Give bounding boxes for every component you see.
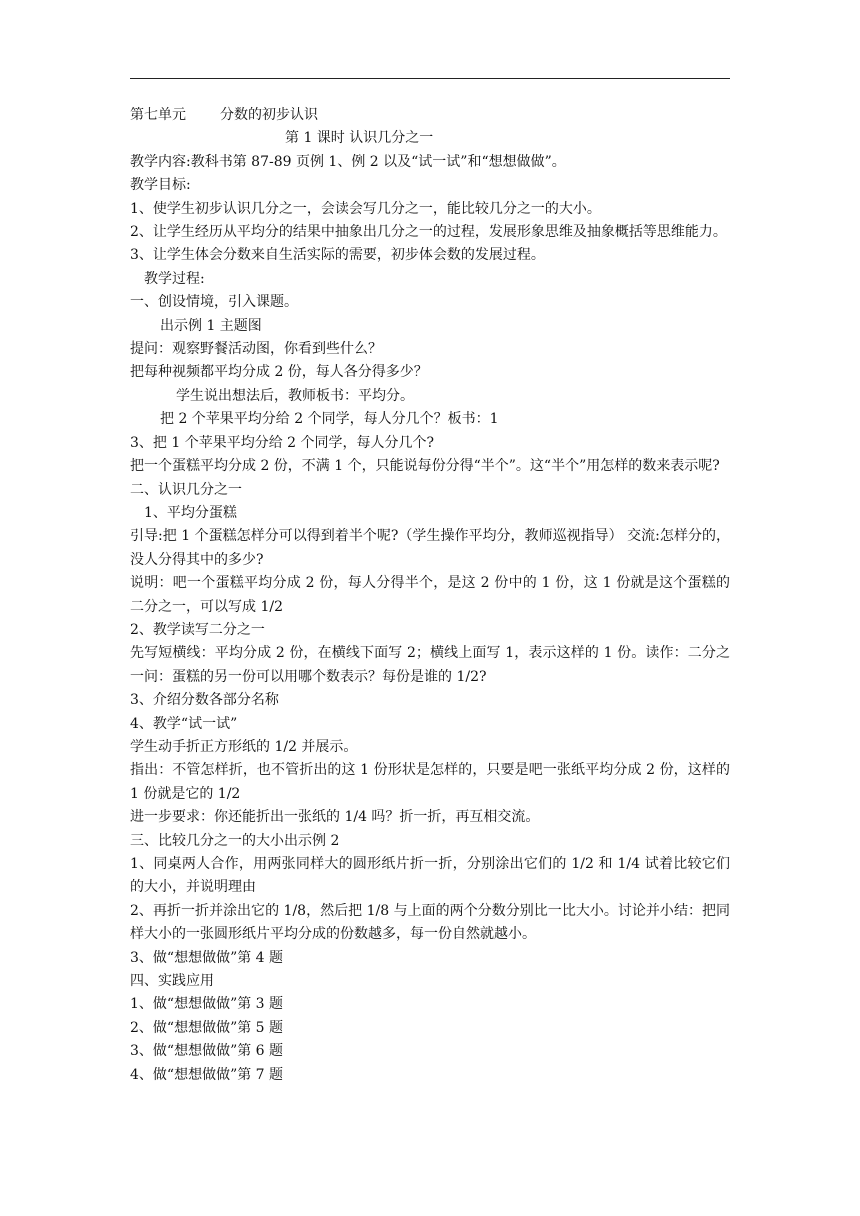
cake-divide-heading: 1、平均分蛋糕 [144, 504, 237, 521]
objectives-heading: 教学目标: [130, 177, 191, 194]
read-write-heading: 2、教学读写二分之一 [130, 621, 265, 638]
compare-step-1: 1、同桌两人合作，用两张同样大的圆形纸片折一折，分别涂出它们的 1/2 和 1/4 试着比较它们的大小，并说明理由 [130, 856, 730, 896]
process-heading: 教学过程: [144, 270, 205, 287]
practice-2: 2、做“想想做做”第 5 题 [130, 1019, 284, 1036]
fraction-parts: 3、介绍分数各部分名称 [130, 692, 279, 709]
question-share: 把每种视频都平均分成 2 份，每人各分得多少？ [130, 364, 428, 381]
exercise-4: 3、做“想想做做”第 4 题 [130, 949, 284, 966]
apples-one: 3、把 1 个苹果平均分给 2 个同学，每人分几个? [130, 434, 435, 451]
objective-1: 1、使学生初步认识几分之一，会读会写几分之一，能比较几分之一的大小。 [130, 200, 601, 217]
compare-step-2: 2、再折一折并涂出它的 1/8，然后把 1/8 与上面的两个分数分别比一比大小。讨论并小结：把同样大小的一张圆形纸片平均分成的份数越多，每一份自然就越小。 [130, 902, 730, 943]
try-it-heading: 4、教学“试一试” [130, 715, 238, 732]
further-request: 进一步要求：你还能折出一张纸的 1/4 吗？折一折，再互相交流。 [130, 809, 540, 826]
section-2-heading: 二、认识几分之一 [130, 481, 242, 498]
unit-heading [130, 104, 730, 127]
practice-3: 3、做“想想做做”第 6 题 [130, 1043, 284, 1060]
point-out: 指出：不管怎样折，也不管折出的这 1 份形状是怎样的，只要是吧一张纸平均分成 2 份，这样的 1 份就是它的 1/2 [130, 762, 730, 802]
unit-title: 分数的初步认识 [220, 107, 318, 123]
explain-text: 说明：吧一个蛋糕平均分成 2 份，每人分得半个，是这 2 份中的 1 份，这 1 份就是这个蛋糕的二分之一，可以写成 1/2 [130, 575, 730, 615]
unit-label: 第七单元 [130, 107, 186, 123]
teaching-content: 教学内容:教科书第 87-89 页例 1、例 2 以及“试一试”和“想想做做”。 [130, 153, 566, 170]
section-3-heading: 三、比较几分之一的大小出示例 2 [130, 832, 340, 849]
document-body [130, 104, 730, 1087]
lesson-title: 第 1 课时 认识几分之一 [285, 130, 434, 147]
fold-paper: 学生动手折正方形纸的 1/2 并展示。 [130, 738, 358, 755]
guide-text: 引导:把 1 个蛋糕怎样分可以得到着半个呢?（学生操作平均分，教师巡视指导） 交流:怎样分的，没人分得其中的多少? [130, 528, 730, 568]
objective-2: 2、让学生经历从平均分的结果中抽象出几分之一的过程，发展形象思维及抽象概括等思维能力。 [130, 224, 727, 241]
section-1-heading: 一、创设情境，引入课题。 [130, 294, 298, 311]
apples-two: 把 2 个苹果平均分给 2 个同学，每人分几个？板书：1 [160, 411, 499, 428]
show-example-1: 出示例 1 主题图 [160, 317, 262, 334]
cake-half: 把一个蛋糕平均分成 2 份，不满 1 个，只能说每份分得“半个”。这“半个”用怎样的数来表示呢? [130, 458, 720, 475]
practice-4: 4、做“想想做做”第 7 题 [130, 1066, 284, 1083]
header-rule [130, 78, 730, 79]
board-note: 学生说出想法后，教师板书：平均分。 [176, 387, 414, 404]
section-4-heading: 四、实践应用 [130, 973, 214, 990]
write-steps: 先写短横线：平均分成 2 份，在横线下面写 2；横线上面写 1，表示这样的 1 份。读作：二分之一问：蛋糕的另一份可以用哪个数表示？每份是谁的 1/2? [130, 645, 730, 685]
objective-3: 3、让学生体会分数来自生活实际的需要，初步体会数的发展过程。 [130, 247, 545, 264]
question-observe: 提问：观察野餐活动图，你看到些什么？ [130, 341, 382, 358]
practice-1: 1、做“想想做做”第 3 题 [130, 996, 284, 1013]
